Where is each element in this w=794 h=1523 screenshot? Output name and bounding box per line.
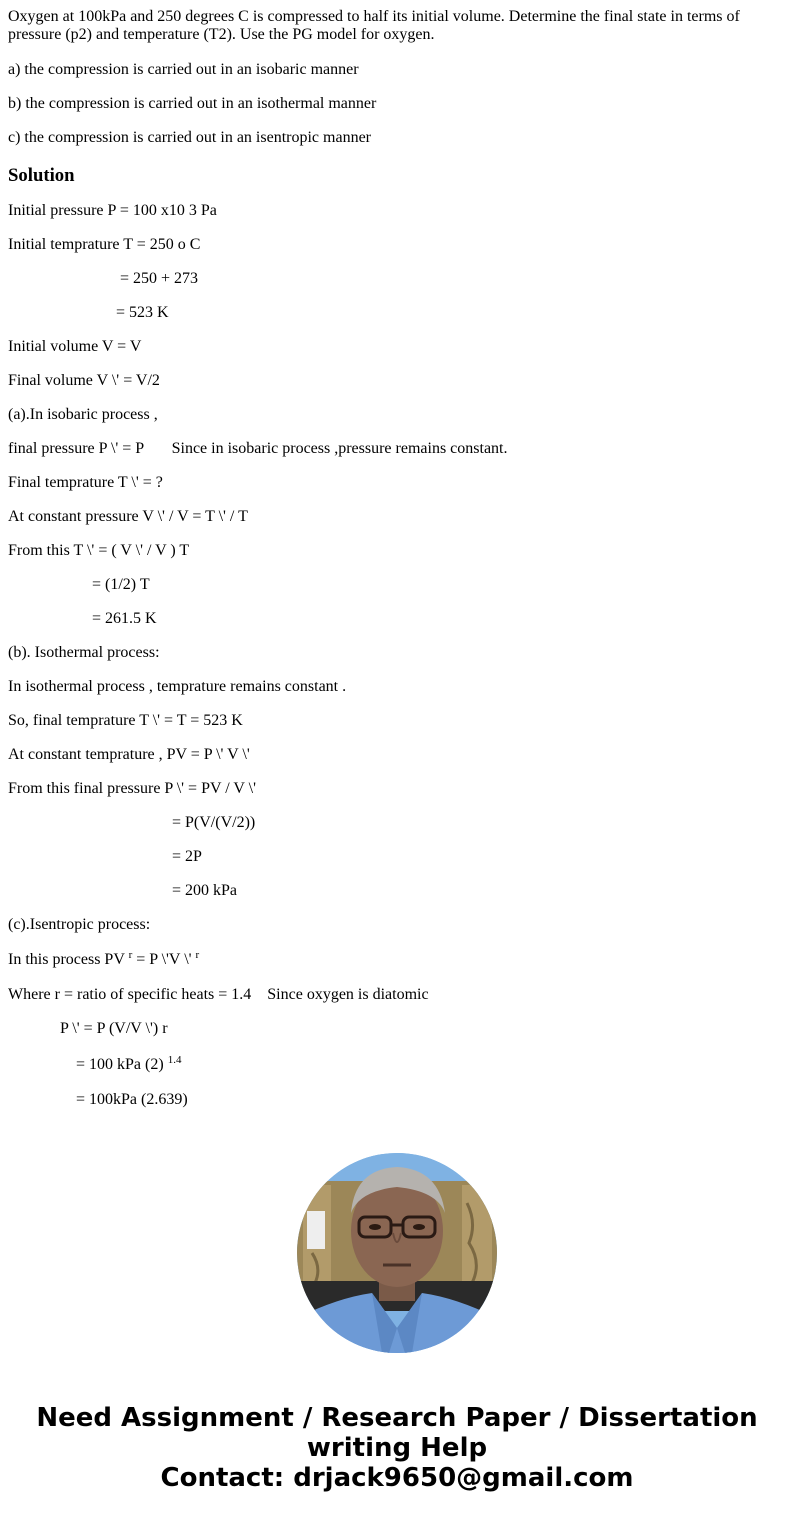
exponent: r (195, 949, 200, 961)
question-part-a: a) the compression is carried out in an isobaric manner (8, 61, 359, 78)
solution-line: In isothermal process , temprature remains constant . (8, 678, 347, 695)
exponent: 1.4 (167, 1054, 182, 1066)
question-part-c: c) the compression is carried out in an isentropic manner (8, 129, 371, 146)
solution-line: (a).In isobaric process , (8, 406, 158, 423)
solution-line: = 523 K (8, 304, 169, 321)
solution-line: Initial pressure P = 100 x10 3 Pa (8, 202, 217, 219)
solution-line: At constant temprature , PV = P \' V \' (8, 746, 250, 763)
footer-line: Need Assignment / Research Paper / Dissertation (36, 1403, 758, 1433)
solution-line: Initial temprature T = 250 o C (8, 236, 201, 253)
solution-line: (b). Isothermal process: (8, 644, 160, 661)
exponent: r (128, 949, 133, 961)
solution-line: From this final pressure P \' = PV / V \' (8, 780, 256, 797)
solution-line: = 250 + 273 (8, 270, 199, 287)
solution-line: = 100kPa (2.639) (8, 1091, 188, 1108)
power-equation: = 100 kPa (2) $^{1.4}$ (8, 1054, 182, 1073)
solution-line: Final volume V \' = V/2 (8, 372, 160, 389)
footer-line: writing Help (306, 1433, 488, 1463)
isentropic-equation: In this process PV $^r$ = P \'V \' $^r$ (8, 949, 200, 968)
solution-heading: Solution (8, 165, 75, 186)
document-body (8, 0, 786, 1109)
solution-line: P \' = P (V/V \') r (8, 1020, 168, 1037)
solution-line: Where r = ratio of specific heats = 1.4 Since oxygen is diatomic (8, 986, 429, 1003)
solution-line: = 2P (8, 848, 202, 865)
solution-line: Initial volume V = V (8, 338, 142, 355)
solution-line: = P(V/(V/2)) (8, 814, 256, 831)
solution-line: At constant pressure V \' / V = T \' / T (8, 508, 248, 525)
solution-line: = (1/2) T (8, 576, 150, 593)
contact-footer (0, 1403, 794, 1493)
question-part-b: b) the compression is carried out in an isothermal manner (8, 95, 377, 112)
avatar (297, 1153, 497, 1353)
solution-line: = 200 kPa (8, 882, 238, 899)
question-text: Oxygen at 100kPa and 250 degrees C is compressed to half its initial volume. Determine the final state in terms of pressure (p2) and temperature (T2). Use the PG model for oxygen. (8, 8, 740, 43)
solution-line: (c).Isentropic process: (8, 916, 151, 933)
solution-line: = 261.5 K (8, 610, 157, 627)
contact-email: Contact: drjack9650@gmail.com (160, 1463, 634, 1493)
solution-line: final pressure P \' = P Since in isobaric process ,pressure remains constant. (8, 440, 508, 457)
portrait-image (297, 1153, 497, 1353)
solution-line: So, final temprature T \' = T = 523 K (8, 712, 243, 729)
solution-line: From this T \' = ( V \' / V ) T (8, 542, 190, 559)
solution-line: Final temprature T \' = ? (8, 474, 163, 491)
